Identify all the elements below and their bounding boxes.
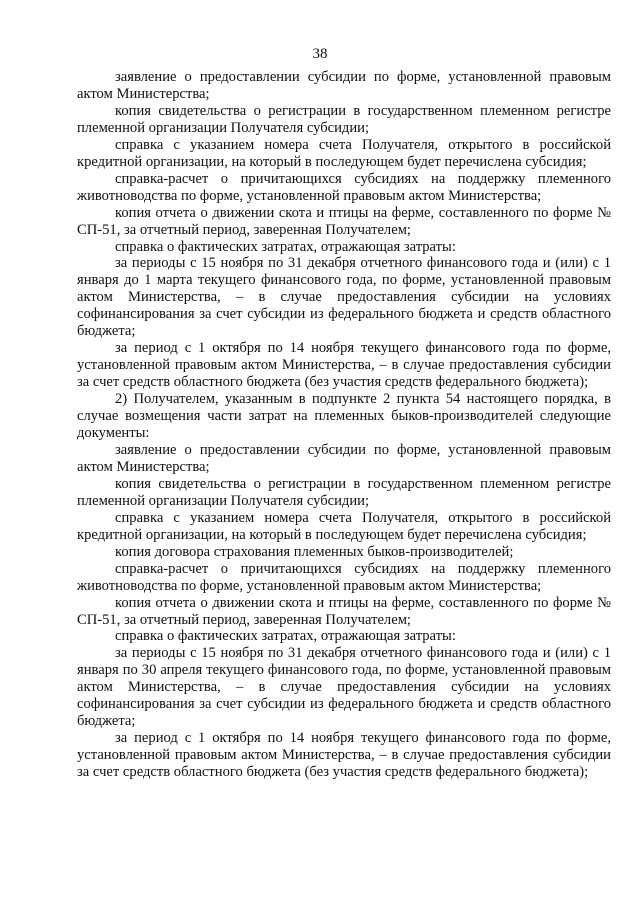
paragraph-bank-account-2: справка с указанием номера счета Получателя, открытого в российской кредитной организации, на который в последующем будет перечислена субсидия; bbox=[77, 509, 611, 543]
document-body bbox=[77, 69, 611, 781]
page-number: 38 bbox=[312, 46, 328, 62]
paragraph-expenses-heading-1: справка о фактических затратах, отражающая затраты: bbox=[115, 238, 456, 255]
paragraph-calculation-2: справка-расчет о причитающихся субсидиях на поддержку племенного животноводства по форме, установленной правовым актом Министерства; bbox=[77, 560, 611, 594]
paragraph-period-regional-1: за период с 1 октября по 14 ноября текущего финансового года по форме, установленной правовым актом Министерства, – в случае предоставления субсидии за счет средств областного бюджета (без участия средств федерального бюджета); bbox=[77, 340, 611, 391]
paragraph-registry-copy-1: копия свидетельства о регистрации в государственном племенном регистре племенной организации Получателя субсидии; bbox=[77, 102, 611, 136]
paragraph-period-federal-1: за периоды с 15 ноября по 31 декабря отчетного финансового года и (или) с 1 января до 1 марта текущего финансового года, по форме, установленной правовым актом Министерства, – в случае предоставления субсидии на условиях софинансирования за счет субсидии из федерального бюджета и средств областного бюджета; bbox=[77, 255, 611, 340]
paragraph-application-1: заявление о предоставлении субсидии по форме, установленной правовым актом Министерства; bbox=[77, 69, 611, 102]
paragraph-registry-copy-2: копия свидетельства о регистрации в государственном племенном регистре племенной организации Получателя субсидии; bbox=[77, 475, 611, 509]
paragraph-application-2: заявление о предоставлении субсидии по форме, установленной правовым актом Министерства; bbox=[77, 441, 611, 475]
paragraph-item-2-intro: 2) Получателем, указанным в подпункте 2 пункта 54 настоящего порядка, в случае возмещения части затрат на племенных быков-производителей следующие документы: bbox=[77, 391, 611, 442]
paragraph-livestock-report-1: копия отчета о движении скота и птицы на ферме, составленного по форме № СП-51, за отчетный период, заверенная Получателем; bbox=[77, 204, 611, 238]
paragraph-bank-account-1: справка с указанием номера счета Получателя, открытого в российской кредитной организации, на который в последующем будет перечислена субсидия; bbox=[77, 136, 611, 170]
paragraph-livestock-report-2: копия отчета о движении скота и птицы на ферме, составленного по форме № СП-51, за отчетный период, заверенная Получателем; bbox=[77, 594, 611, 628]
paragraph-calculation-1: справка-расчет о причитающихся субсидиях на поддержку племенного животноводства по форме, установленной правовым актом Министерства; bbox=[77, 170, 611, 204]
paragraph-insurance-copy: копия договора страхования племенных быков-производителей; bbox=[115, 543, 514, 560]
paragraph-period-regional-2: за период с 1 октября по 14 ноября текущего финансового года по форме, установленной правовым актом Министерства, – в случае предоставления субсидии за счет средств областного бюджета (без участия средств федерального бюджета); bbox=[77, 730, 611, 781]
paragraph-period-federal-2: за периоды с 15 ноября по 31 декабря отчетного финансового года и (или) с 1 января по 30 апреля текущего финансового года, по форме, установленной правовым актом Министерства, – в случае предоставления субсидии на условиях софинансирования за счет субсидии из федерального бюджета и средств областного бюджета; bbox=[77, 645, 611, 730]
paragraph-expenses-heading-2: справка о фактических затратах, отражающая затраты: bbox=[115, 628, 456, 645]
